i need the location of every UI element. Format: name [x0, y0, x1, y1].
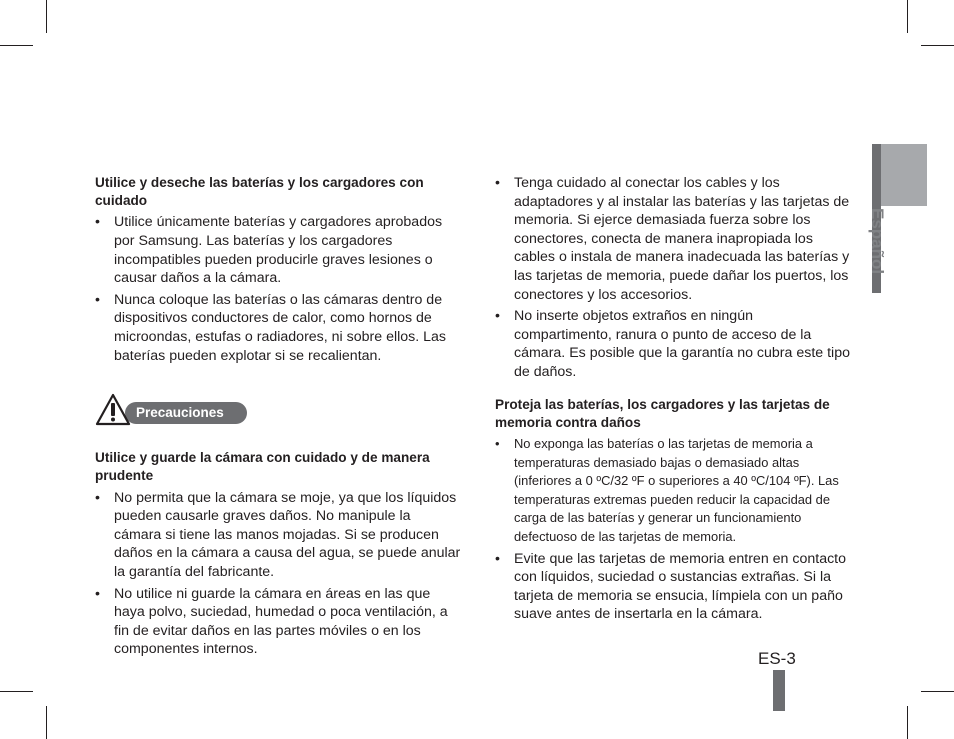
language-tab-label: Español — [868, 208, 887, 275]
list-item: • No inserte objetos extraños en ningún compartimento, ranura o punto de acceso de la cámara. Es posible que la garantía no cubra este tipo de daños. — [495, 308, 850, 380]
list-item: • Utilice únicamente baterías y cargadores aprobados por Samsung. Las baterías y los cargadores incompatibles pueden producirle graves lesiones o causar daños a la cámara. — [95, 214, 443, 287]
list-item: • No utilice ni guarde la cámara en áreas en las que haya polvo, suciedad, humedad o poca ventilación, a fin de evitar daños en las partes móviles o en los componentes internos. — [95, 585, 448, 658]
language-tab-block — [872, 144, 927, 206]
crop-mark-top-left-v — [46, 0, 47, 33]
crop-mark-bottom-right-h — [921, 691, 954, 692]
crop-mark-bottom-left-h — [0, 691, 33, 692]
page-number: ES-3 — [758, 649, 796, 668]
bullet-list-camera-care — [95, 489, 461, 659]
list-item: • Nunca coloque las baterías o las cámaras dentro de dispositivos conductores de calor, como hornos de microondas, estufas o radiadores, ni sobre ellos. Las baterías pueden explotar si se recalientan. — [95, 291, 447, 364]
precautions-banner — [95, 393, 461, 427]
bullet-icon: • — [95, 585, 100, 602]
bullet-icon: • — [95, 214, 100, 231]
bullet-icon: • — [495, 175, 500, 191]
page-number-bar — [773, 670, 785, 711]
section-heading-protect: Proteja las baterías, los cargadores y las tarjetas de memoria contra daños — [495, 396, 830, 430]
section-heading-camera-care: Utilice y guarde la cámara con cuidado y de manera prudente — [95, 450, 430, 484]
crop-mark-top-right-v — [907, 0, 908, 33]
bullet-list-connectors — [495, 174, 851, 382]
list-item: • Evite que las tarjetas de memoria entren en contacto con líquidos, suciedad o sustancias extrañas. Si la tarjeta de memoria se ensucia, límpiela con un paño suave antes de insertarla en la cámara. — [495, 550, 847, 623]
crop-mark-top-right-h — [921, 45, 954, 46]
bullet-icon: • — [495, 435, 500, 451]
bullet-icon: • — [95, 489, 100, 506]
list-item: • No permita que la cámara se moje, ya que los líquidos pueden causarle graves daños. No manipule la cámara si tiene las manos mojadas. Si se producen daños en la cámara a causa del agua, se puede anular la garantía del fabricante. — [95, 489, 461, 580]
bullet-icon: • — [495, 550, 500, 567]
left-column — [95, 174, 461, 662]
crop-mark-top-left-h — [0, 45, 33, 46]
list-item: • No exponga las baterías o las tarjetas de memoria a temperaturas demasiado bajas o demasiado altas (inferiores a 0 ºC/32 ºF o superiores a 40 ºC/104 ºF). Las temperaturas extremas pueden reducir la capacidad de carga de las baterías y generar un funcionamiento defectuoso de las tarjetas de memoria. — [495, 435, 839, 544]
bullet-list-protect — [495, 435, 851, 624]
bullet-icon: • — [95, 291, 100, 308]
crop-mark-bottom-left-v — [46, 706, 47, 739]
list-item: • Tenga cuidado al conectar los cables y los adaptadores y al instalar las baterías y las tarjetas de memoria. Si ejerce demasiada fuerza sobre los conectores, conecta de manera inapropiada los cables o instala de manera inadecuada las baterías y las tarjetas de memoria, puede dañar los puertos, los conectores y los accesorios. — [495, 175, 850, 303]
right-column — [495, 174, 851, 627]
section-heading-batteries: Utilice y deseche las baterías y los cargadores con cuidado — [95, 175, 424, 209]
warning-triangle-icon — [95, 393, 131, 427]
bullet-icon: • — [495, 308, 500, 325]
language-tab-stripe — [872, 144, 881, 206]
precautions-label: Precauciones — [125, 402, 247, 424]
crop-mark-bottom-right-v — [907, 706, 908, 739]
bullet-list-batteries — [95, 213, 461, 365]
